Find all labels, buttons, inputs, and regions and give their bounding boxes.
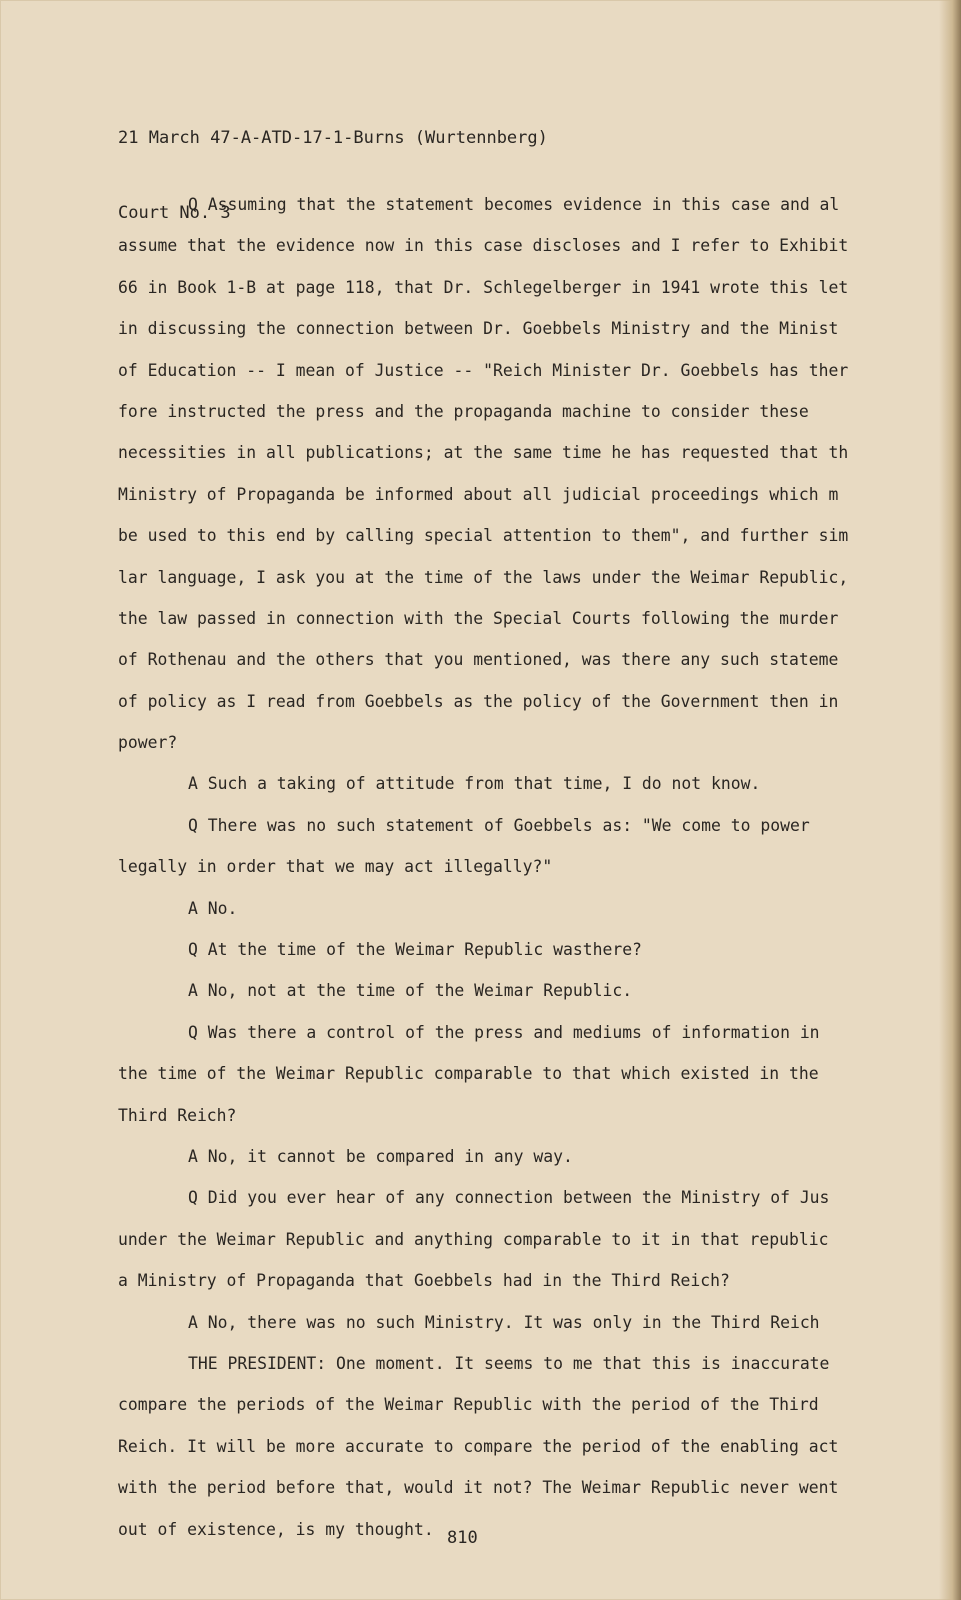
- transcript-line: Q There was no such statement of Goebbels as: "We come to power: [188, 815, 810, 835]
- transcript-line: 66 in Book 1-B at page 118, that Dr. Schlegelberger in 1941 wrote this let: [118, 277, 849, 297]
- transcript-line: lar language, I ask you at the time of the laws under the Weimar Republic,: [118, 567, 849, 587]
- transcript-line: Reich. It will be more accurate to compare the period of the enabling act: [118, 1436, 839, 1456]
- transcript-line: the time of the Weimar Republic comparable to that which existed in the: [118, 1064, 819, 1084]
- transcript-line: of policy as I read from Goebbels as the policy of the Government then in: [118, 691, 839, 711]
- transcript-line: THE PRESIDENT: One moment. It seems to me that this is inaccurate: [188, 1353, 830, 1373]
- transcript-line: A No, it cannot be compared in any way.: [188, 1146, 573, 1166]
- transcript-line: with the period before that, would it not? The Weimar Republic never went: [118, 1478, 839, 1498]
- transcript-line: Third Reich?: [118, 1105, 237, 1125]
- transcript-line: fore instructed the press and the propaganda machine to consider these: [118, 401, 809, 421]
- paper-edge-shadow: [939, 0, 961, 1600]
- transcript-line: necessities in all publications; at the same time he has requested that th: [118, 443, 849, 463]
- header-case-line: 21 March 47-A-ATD-17-1-Burns (Wurtennberg): [118, 128, 548, 148]
- transcript-line: Q Did you ever hear of any connection between the Ministry of Jus: [188, 1188, 830, 1208]
- transcript-line: a Ministry of Propaganda that Goebbels had in the Third Reich?: [118, 1271, 730, 1291]
- transcript-line: compare the periods of the Weimar Republic with the period of the Third: [118, 1395, 819, 1415]
- transcript-line: out of existence, is my thought.: [118, 1519, 434, 1539]
- transcript-line: of Education -- I mean of Justice -- "Reich Minister Dr. Goebbels has ther: [118, 360, 849, 380]
- transcript-line: in discussing the connection between Dr. Goebbels Ministry and the Minist: [118, 319, 839, 339]
- transcript-line: legally in order that we may act illegally?": [118, 857, 553, 877]
- page-number: 810: [447, 1528, 478, 1548]
- transcript-line: power?: [118, 733, 178, 753]
- header-court-line: Court No. 3: [118, 203, 231, 223]
- transcript-line: A No, not at the time of the Weimar Republic.: [188, 981, 633, 1001]
- transcript-line: Ministry of Propaganda be informed about all judicial proceedings which m: [118, 484, 839, 504]
- transcript-line: A No.: [188, 898, 238, 918]
- transcript-line: Q At the time of the Weimar Republic wasthere?: [188, 940, 642, 960]
- transcript-body: [118, 184, 888, 1550]
- transcript-line: of Rothenau and the others that you mentioned, was there any such stateme: [118, 650, 839, 670]
- transcript-line: Q Assuming that the statement becomes evidence in this case and al: [188, 195, 840, 214]
- transcript-line: be used to this end by calling special attention to them", and further sim: [118, 526, 849, 546]
- transcript-line: A No, there was no such Ministry. It was only in the Third Reich: [188, 1312, 820, 1332]
- transcript-line: the law passed in connection with the Special Courts following the murder: [118, 608, 839, 628]
- transcript-line: assume that the evidence now in this case discloses and I refer to Exhibit: [118, 236, 849, 256]
- transcript-line: Q Was there a control of the press and mediums of information in: [188, 1022, 820, 1042]
- transcript-line: under the Weimar Republic and anything comparable to it in that republic: [118, 1229, 829, 1249]
- transcript-line: A Such a taking of attitude from that time, I do not know.: [188, 774, 761, 794]
